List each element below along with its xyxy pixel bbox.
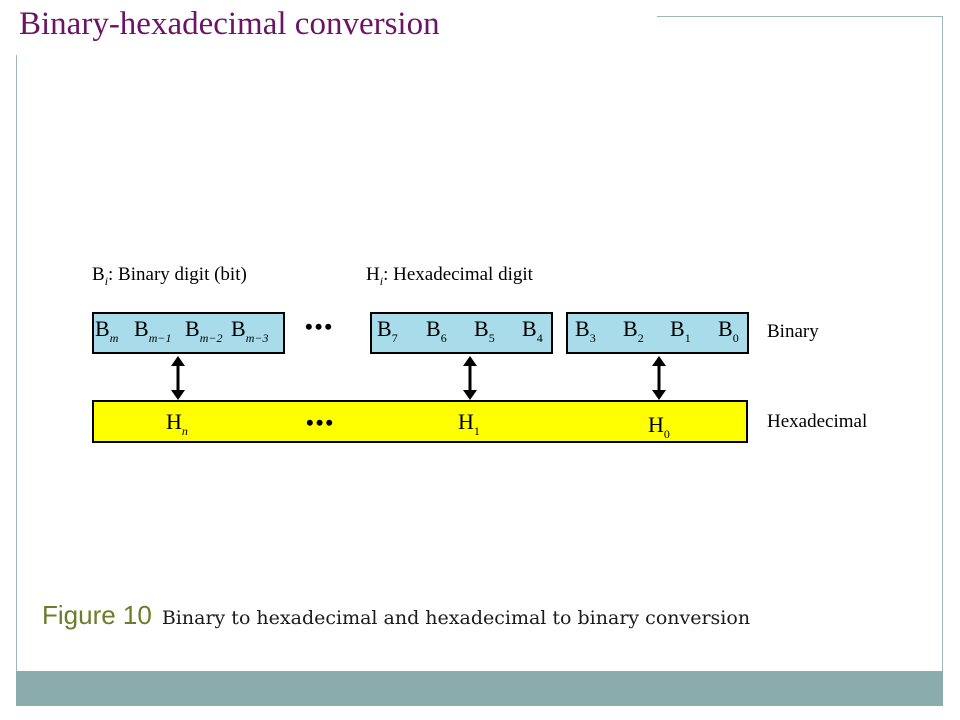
digit-h-1: $H_1$ — [458, 409, 480, 438]
legend-binary: $B_i$: Binary digit (bit) — [92, 264, 247, 288]
arrow-right — [649, 356, 669, 400]
frame-right-line — [942, 16, 943, 671]
legend-hex: $H_i$: Hexadecimal digit — [366, 264, 533, 288]
digit-b-m: $B_m$ — [95, 316, 119, 345]
hex-ellipsis: ••• — [306, 410, 336, 435]
slide-title: Binary-hexadecimal conversion — [19, 6, 440, 42]
frame-top-line — [657, 16, 943, 17]
digit-b-5: $B_5$ — [474, 316, 495, 345]
digit-b-7: $B_7$ — [377, 316, 398, 345]
digit-b-0: $B_0$ — [718, 316, 739, 345]
label-hexadecimal: Hexadecimal — [767, 411, 868, 432]
frame-left-line — [16, 55, 17, 671]
digit-h-0: $H_0$ — [648, 412, 670, 441]
digit-b-m-1: $B_{m-1}$ — [134, 316, 172, 345]
figure-number: Figure 10 — [42, 600, 152, 630]
digit-b-1: $B_1$ — [670, 316, 691, 345]
arrow-left — [168, 356, 188, 400]
digit-b-2: $B_2$ — [623, 316, 644, 345]
figure-caption-text: Binary to hexadecimal and hexadecimal to binary conversion — [161, 607, 751, 629]
label-binary: Binary — [767, 321, 819, 342]
footer-bar — [16, 671, 943, 706]
digit-b-3: $B_3$ — [575, 316, 596, 345]
digit-b-m-2: $B_{m-2}$ — [185, 316, 223, 345]
binary-ellipsis: ••• — [305, 314, 335, 339]
digit-b-6: $B_6$ — [426, 316, 447, 345]
digit-h-n: $H_n$ — [166, 409, 188, 438]
arrow-middle — [460, 356, 480, 400]
digit-b-4: $B_4$ — [522, 316, 543, 345]
figure-caption — [42, 600, 750, 631]
digit-b-m-3: $B_{m-3}$ — [231, 316, 269, 345]
